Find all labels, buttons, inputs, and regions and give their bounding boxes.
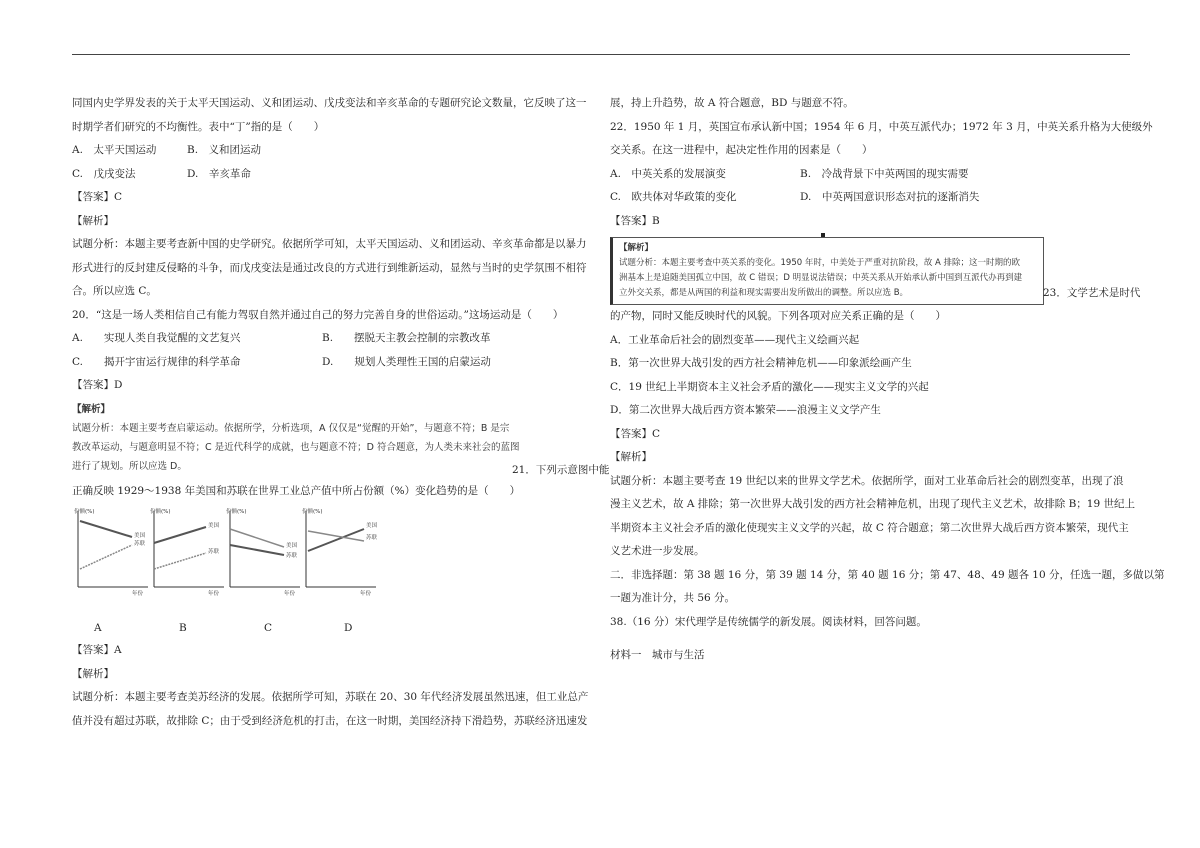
q19-option-d: D. 辛亥革命 [187,167,251,180]
q23-analysis-line: 试题分析：本题主要考查 19 世纪以来的世界文学艺术。依据所学，面对工业革命后社会的剧烈变革，出现了浪 [610,474,1124,487]
q23-analysis-line: 义艺术进一步发展。 [610,545,705,557]
q20-analysis-label: 【解析】 [72,403,111,415]
q19-analysis-line: 合。所以应选 C。 [72,285,157,297]
material1-title: 材料一 城市与生活 [610,649,705,661]
q22-options-row1 [610,163,1130,187]
q21-answer: 【答案】A [72,644,122,656]
chart-letter-b: B [179,622,187,634]
q20-answer: 【答案】D [72,379,123,391]
q22-option-d: D. 中英两国意识形态对抗的逐渐消失 [800,191,980,203]
q23-option-a: A．工业革命后社会的剧烈变革——现代主义绘画兴起 [610,333,860,346]
q22-option-b: B. 冷战背景下中英两国的现实需要 [800,167,969,180]
chart-line-su [154,553,206,569]
left-column [72,92,610,733]
q20-options-row1 [72,327,592,351]
chart-label-su: 苏联 [286,553,298,559]
chart-y-axis-label: 份额(%) [150,509,171,515]
q22-options-row2 [610,186,1130,210]
q22-analysis-box [610,237,1141,305]
right-column [610,92,1165,668]
q21-stem: 正确反映 1929～1938 年美国和苏联在世界工业总产值中所占份额（%）变化趋势的是（ ） [72,484,521,497]
q22-option-c: C. 欧共体对华政策的变化 [610,191,737,203]
q21-chart-letters [72,617,382,639]
q22-stem-line2: 交关系。在这一进程中，起决定性作用的因素是（ ） [610,144,873,156]
chart-letter-a: A [94,622,102,634]
q23-option-c: C．19 世纪上半期资本主义社会矛盾的激化——现实主义文学的兴起 [610,380,929,393]
chart-x-axis-label: 年份 [208,591,220,597]
chart-label-su: 苏联 [208,549,220,555]
q22-option-a: A. 中英关系的发展演变 [610,167,726,180]
chart-y-axis-label: 份额(%) [226,509,247,515]
q19-analysis-label: 【解析】 [72,214,114,227]
q23-stem-head: 23．文学艺术是时代 [1043,287,1141,299]
q23-stem-line2: 的产物，同时又能反映时代的风貌。下列各项对应关系正确的是（ ） [610,310,946,322]
q21-analysis-label: 【解析】 [72,667,114,680]
q20-option-d: D. 规划人类理性王国的启蒙运动 [322,355,491,368]
q19-answer: 【答案】C [72,191,123,203]
chart-y-axis-label: 份额(%) [302,509,323,515]
q20-analysis-line: 进行了规划。所以应选 D。 [72,460,187,472]
q23-answer: 【答案】C [610,427,661,440]
q19-option-a: A. 太平天国运动 [72,144,157,156]
chart-line-us [154,527,206,543]
q22-answer: 【答案】B [610,214,660,227]
chart-x-axis-label: 年份 [360,591,372,597]
chart-label-us: 美国 [366,523,378,529]
q19-analysis-line: 形式进行的反封建反侵略的斗争，而戊戌变法是通过改良的方式进行到维新运动，显然与当时的史学氛围不相符 [72,261,587,274]
chart-label-us: 美国 [134,533,146,539]
q20-option-a: A. 实现人类自我觉醒的文艺复兴 [72,332,241,344]
chart-label-us: 美国 [286,543,298,549]
chart-line-us [230,545,284,555]
q22-analysis-line: 试题分析：本题主要考查中英关系的变化。1950 年时，中美处于严重对抗阶段，故 A 排除；这一时期的欧 [619,258,1021,268]
chart-line-su [80,545,132,569]
q23-option-d: D．第二次世界大战后西方资本繁荣——浪漫主义文学产生 [610,404,881,416]
q23-option-b: B．第一次世界大战引发的西方社会精神危机——印象派绘画产生 [610,357,912,369]
q21-analysis-line: 值并没有超过苏联，故排除 C；由于受到经济危机的打击，在这一时期，美国经济持下滑趋势，苏联经济迅速发 [72,714,588,727]
q23-analysis-line: 漫主义艺术，故 A 排除；第一次世界大战引发的西方社会精神危机，出现了现代主义艺术，故排除 B；19 世纪上 [610,498,1136,510]
q20-options-row2 [72,351,592,375]
q20-option-b: B. 摆脱天主教会控制的宗教改革 [322,332,491,344]
q22-analysis-label: 【解析】 [619,243,654,253]
q22-analysis-line: 立外交关系，都是从两国的利益和现实需要出发所做出的调整。所以应选 B。 [619,288,909,298]
q23-analysis-line: 半期资本主义社会矛盾的激化使现实主义文学的兴起，故 C 符合题意；第二次世界大战后西方资本繁荣，现代主 [610,521,1129,534]
chart-y-axis-label: 份额(%) [74,509,95,515]
q20-analysis-line: 教改革运动，与题意明显不符；C 是近代科学的成就，也与题意不符；D 符合题意，为人类未来社会的蓝图 [72,441,520,453]
box-marker [821,233,825,237]
chart-label-us: 美国 [208,523,220,529]
q19-option-c: C. 戊戌变法 [72,167,136,180]
chart-line-us [80,521,132,537]
chart-letter-d: D [344,622,353,634]
q22-analysis-line: 洲基本上是追随美国孤立中国，故 C 错误；D 明显说法错误；中英关系从开始承认新中国到互派代办再到建 [619,273,1023,283]
chart-line-su [230,529,284,547]
chart-label-su: 苏联 [366,535,378,541]
q22-stem-line1: 22．1950 年 1 月，英国宣布承认新中国；1954 年 6 月，中英互派代办；1972 年 3 月，中英关系升格为大使级外 [610,120,1153,133]
section2-line2: 一题为准计分，共 56 分。 [610,592,736,604]
q20-option-c: C. 揭开宇宙运行规律的科学革命 [72,355,241,368]
q20-analysis-line: 试题分析：本题主要考查启蒙运动。依据所学，分析选项，A 仅仅是“觉醒的开始”，与题意不符；B 是宗 [72,422,510,434]
chart-label-su: 苏联 [134,541,146,547]
q21-analysis-line: 试题分析：本题主要考查美苏经济的发展。依据所学可知，苏联在 20、30 年代经济发展虽然迅速，但工业总产 [72,691,589,703]
header-rule [72,54,1130,55]
q21-charts [72,507,382,617]
q19-option-b: B. 义和团运动 [187,144,262,156]
q20-analysis-line-last [72,457,610,476]
q20-stem: 20．“这是一场人类相信自己有能力驾驭自然并通过自己的努力完善自身的世俗运动。”这场运动是（ ） [72,308,564,321]
q21-charts-svg [72,507,382,617]
chart-letter-c: C [264,622,273,634]
q19-options-row2 [72,163,592,187]
q23-analysis-label: 【解析】 [610,451,652,463]
q21-stem-head: 21．下列示意图中能 [512,463,610,476]
q21-analysis-continued: 展，持上升趋势，故 A 符合题意，BD 与题意不符。 [610,97,854,109]
chart-x-axis-label: 年份 [284,591,296,597]
q19-stem-line2: 时期学者们研究的不均衡性。表中“丁”指的是（ ） [72,120,325,133]
q19-options-row1 [72,139,592,163]
q38-stem: 38.（16 分）宋代理学是传统儒学的新发展。阅读材料，回答问题。 [610,615,927,628]
q19-analysis-line: 试题分析：本题主要考查新中国的史学研究。依据所学可知，太平天国运动、义和团运动、辛亥革命都是以暴力 [72,238,587,250]
section2-line1: 二．非选择题：第 38 题 16 分，第 39 题 14 分，第 40 题 16 分；第 47、48、49 题各 10 分，任选一题，多做以第 [610,568,1165,581]
chart-x-axis-label: 年份 [132,591,144,597]
q19-stem-line1: 同国内史学界发表的关于太平天国运动、义和团运动、戊戌变法和辛亥革命的专题研究论文数量，它反映了这一 [72,97,587,109]
